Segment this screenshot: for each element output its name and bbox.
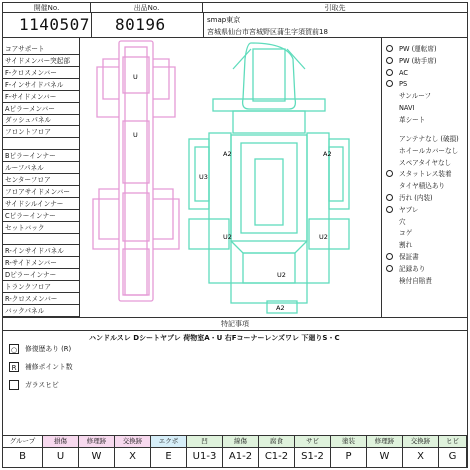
body-mark-u2-left: U2	[223, 233, 232, 241]
legend-label: 修復歴あり (R)	[25, 345, 72, 353]
frame-mark-u1: U	[133, 73, 138, 81]
frame-part-row: サイドシルインナー	[3, 198, 79, 210]
check-item-label: タイヤ積込あり	[399, 182, 446, 191]
frame-part-row: Dピラーインナー	[3, 269, 79, 281]
frame-part-row: F-サイドメンバー	[3, 91, 79, 103]
frame-part-row: フロントフロア	[3, 126, 79, 138]
checked-circle-icon	[386, 57, 393, 64]
body-mark-u2-right: U2	[319, 233, 328, 241]
notes-title: 特記事項	[221, 320, 249, 328]
check-item-label: 割れ	[399, 241, 413, 250]
grade-header: 腐食	[259, 436, 295, 447]
check-item	[383, 102, 467, 114]
frame-part-row: バックパネル	[3, 305, 79, 317]
grade-header: 損傷	[43, 436, 79, 447]
check-item	[383, 204, 467, 216]
body-mark-a2-side: A2	[323, 150, 332, 158]
notes-text: ハンドルスレ Dシートヤブレ 荷物室A・U 右Fコーナーレンズワレ 下廻りS・C	[89, 334, 340, 342]
grade-value: B	[3, 447, 43, 467]
checked-circle-icon	[386, 170, 393, 177]
recipient-name: smap東京	[207, 16, 241, 24]
auction-no-label: 開催No.	[3, 3, 91, 13]
check-item	[383, 275, 467, 287]
exhibit-number: 80196	[115, 15, 166, 34]
grade-value: W	[79, 447, 115, 467]
check-item	[383, 192, 467, 204]
grade-value: P	[331, 447, 367, 467]
grade-header: サビ	[295, 436, 331, 447]
checked-circle-icon	[386, 253, 393, 260]
frame-part-row: トランクフロア	[3, 281, 79, 293]
grade-value: X	[115, 447, 151, 467]
check-item-label: 穴	[399, 217, 406, 226]
body-outline	[189, 43, 349, 313]
check-item	[383, 90, 467, 102]
check-item	[383, 114, 467, 126]
frame-part-row: Aピラーメンバー	[3, 103, 79, 115]
checked-circle-icon	[386, 69, 393, 76]
frame-part-row: Bピラーインナー	[3, 150, 79, 162]
checked-circle-icon	[386, 206, 393, 213]
legend-mark: R	[9, 362, 19, 372]
auction-number: 1140507	[19, 15, 90, 34]
check-item	[383, 67, 467, 79]
check-item-label: コゲ	[399, 229, 413, 238]
grade-header: 修理跡	[79, 436, 115, 447]
exhibit-no-label: 出品No.	[91, 3, 203, 13]
check-item-label: NAVI	[399, 104, 415, 112]
checked-circle-icon	[386, 265, 393, 272]
grade-value: U1-3	[187, 447, 223, 467]
frame-part-row: サイドメンバー突起部	[3, 55, 79, 67]
check-item-label: 記録あり	[399, 264, 426, 273]
grade-header: 線傷	[223, 436, 259, 447]
checked-circle-icon	[386, 80, 393, 87]
grade-value: A1-2	[223, 447, 259, 467]
grade-value: S1-2	[295, 447, 331, 467]
check-item-label: 保証書	[399, 253, 419, 261]
grade-header: グループ	[3, 436, 43, 447]
check-item	[383, 263, 467, 275]
recipient-address: 宮城県仙台市宮城野区蒲生字須賀前18	[207, 28, 328, 36]
legend-item	[9, 343, 71, 355]
legend-mark	[9, 380, 19, 390]
check-item	[383, 239, 467, 251]
legend-item	[9, 361, 73, 373]
check-item	[383, 216, 467, 228]
grade-header: エクボ	[151, 436, 187, 447]
check-item-label: ヤブレ	[399, 205, 419, 214]
check-item-label: 汚れ (内装)	[399, 194, 433, 202]
grade-value: X	[403, 447, 439, 467]
check-item-label: ホイールカバーなし	[399, 146, 459, 155]
check-item-label: PW (助手席)	[399, 56, 437, 65]
check-item	[383, 133, 467, 145]
vehicle-diagram	[83, 39, 379, 315]
frame-part-row: ダッシュパネル	[3, 114, 79, 126]
check-item-label: PS	[399, 80, 408, 89]
legend-label: ガラスヒビ	[25, 381, 59, 389]
body-mark-a2-front: A2	[223, 150, 232, 158]
grade-header: 塗装	[331, 436, 367, 447]
legend-mark: ○	[10, 346, 18, 354]
check-item	[383, 145, 467, 157]
check-item-label: 革シート	[399, 115, 426, 124]
frame-part-row: R-インサイドパネル	[3, 245, 79, 257]
check-item	[383, 180, 467, 192]
grade-value: W	[367, 447, 403, 467]
frame-part-row	[3, 233, 79, 245]
check-item-label: スタットレス装着	[399, 170, 452, 179]
legend-label: 補修ポイント数	[25, 363, 73, 371]
check-item	[383, 43, 467, 55]
check-item-label: AC	[399, 68, 408, 77]
check-item	[383, 227, 467, 239]
check-item-label: 検付自賠責	[399, 276, 432, 285]
grade-value: U	[43, 447, 79, 467]
frame-mark-u2: U	[133, 131, 138, 139]
frame-part-row: ルーフパネル	[3, 162, 79, 174]
grade-header: ヒビ	[439, 436, 467, 447]
check-item	[383, 78, 467, 90]
grade-value: G	[439, 447, 467, 467]
grade-value: E	[151, 447, 187, 467]
frame-part-row: センターフロア	[3, 174, 79, 186]
frame-part-row: F-インサイドパネル	[3, 79, 79, 91]
frame-part-row: コアサポート	[3, 43, 79, 55]
check-item	[383, 251, 467, 263]
legend-item	[9, 379, 59, 391]
grade-header: 交換跡	[115, 436, 151, 447]
grade-header: 交換跡	[403, 436, 439, 447]
grade-value: C1-2	[259, 447, 295, 467]
frame-part-row	[3, 138, 79, 150]
check-item-label: PW (運転席)	[399, 45, 437, 53]
checked-circle-icon	[386, 194, 393, 201]
inspection-sheet	[2, 2, 468, 468]
frame-part-row: Cピラーインナー	[3, 210, 79, 222]
frame-part-row: F-クロスメンバー	[3, 67, 79, 79]
checked-circle-icon	[386, 45, 393, 52]
check-item	[383, 157, 467, 169]
check-item	[383, 55, 467, 67]
frame-part-row: R-クロスメンバー	[3, 293, 79, 305]
body-mark-u3: U3	[199, 173, 208, 181]
body-mark-u2-rear: U2	[277, 271, 286, 279]
recipient-label: 引取先	[203, 3, 467, 13]
frame-part-row: セットバック	[3, 222, 79, 234]
grade-header: 修理跡	[367, 436, 403, 447]
check-item-label: サンルーフ	[399, 92, 432, 101]
grade-header: 凹	[187, 436, 223, 447]
check-item-label: スペアタイヤなし	[399, 158, 452, 167]
check-item	[383, 168, 467, 180]
body-mark-a2-rear: A2	[276, 304, 285, 312]
check-item-label: アンテナなし (破損)	[399, 135, 459, 143]
frame-part-row: フロアサイドメンバー	[3, 186, 79, 198]
frame-part-row: R-サイドメンバー	[3, 257, 79, 269]
